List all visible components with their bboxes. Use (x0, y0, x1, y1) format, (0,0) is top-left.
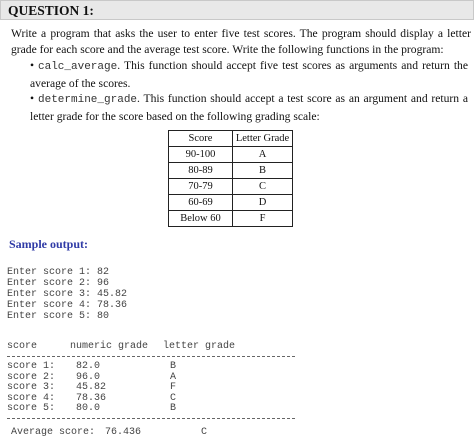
function-name: calc_average (38, 61, 118, 73)
table-cell-grade: B (233, 163, 293, 179)
average-label: Average score: (11, 427, 96, 438)
average-grade: C (201, 427, 208, 438)
question-header (0, 0, 474, 20)
sample-output-heading: Sample output: (9, 237, 89, 251)
result-numeric: 45.82 (76, 382, 107, 393)
result-letter: F (170, 382, 177, 393)
bullet-text: . This function should accept a test score as an argument and return a letter grade for the score based on the following grading scale: (30, 92, 468, 123)
result-letter: A (170, 372, 177, 383)
question-title: QUESTION 1: (8, 3, 94, 18)
column-header-numeric-grade: numeric grade (70, 341, 149, 352)
bullet-dot: • (30, 92, 35, 105)
table-cell-score: 80-89 (169, 163, 233, 179)
table-row (169, 147, 293, 163)
table-cell-grade: D (233, 195, 293, 211)
table-header-row (169, 131, 293, 147)
input-line: Enter score 1: 82 (7, 267, 110, 278)
table-header-letter-grade: Letter Grade (233, 131, 293, 147)
result-label: score 4: (7, 393, 56, 404)
result-letter: B (170, 361, 177, 372)
function-name: determine_grade (38, 94, 138, 106)
result-label: score 2: (7, 372, 56, 383)
column-header-score: score (7, 341, 38, 352)
table-cell-grade: A (233, 147, 293, 163)
grading-scale-table (168, 130, 293, 227)
table-cell-score: 70-79 (169, 179, 233, 195)
input-line: Enter score 3: 45.82 (7, 289, 128, 300)
result-letter: C (170, 393, 177, 404)
table-row (169, 179, 293, 195)
average-value: 76.436 (105, 427, 142, 438)
bullet-dot: • (30, 59, 35, 72)
bullet-calc-average (30, 58, 468, 91)
input-line: Enter score 5: 80 (7, 311, 110, 322)
table-row (169, 211, 293, 227)
table-cell-grade: F (233, 211, 293, 227)
table-cell-score: 90-100 (169, 147, 233, 163)
bullet-determine-grade (30, 91, 468, 124)
input-line: Enter score 2: 96 (7, 278, 110, 289)
table-row (169, 195, 293, 211)
column-header-letter-grade: letter grade (163, 341, 236, 352)
table-header-score: Score (169, 131, 233, 147)
result-letter: B (170, 403, 177, 414)
result-label: score 3: (7, 382, 56, 393)
result-numeric: 78.36 (76, 393, 107, 404)
result-numeric: 82.0 (76, 361, 101, 372)
result-label: score 5: (7, 403, 56, 414)
result-numeric: 80.0 (76, 403, 101, 414)
table-cell-grade: C (233, 179, 293, 195)
intro-paragraph: Write a program that asks the user to enter five test scores. The program should display a letter grade for each score and the average test score. Write the following functions in the program: (11, 27, 471, 56)
bullet-text: . This function should accept five test scores as arguments and return the average of the scores. (30, 59, 468, 90)
table-row (169, 163, 293, 179)
table-cell-score: 60-69 (169, 195, 233, 211)
table-cell-score: Below 60 (169, 211, 233, 227)
result-numeric: 96.0 (76, 372, 101, 383)
result-label: score 1: (7, 361, 56, 372)
separator-line (7, 418, 295, 419)
separator-line (7, 356, 295, 357)
input-line: Enter score 4: 78.36 (7, 300, 128, 311)
